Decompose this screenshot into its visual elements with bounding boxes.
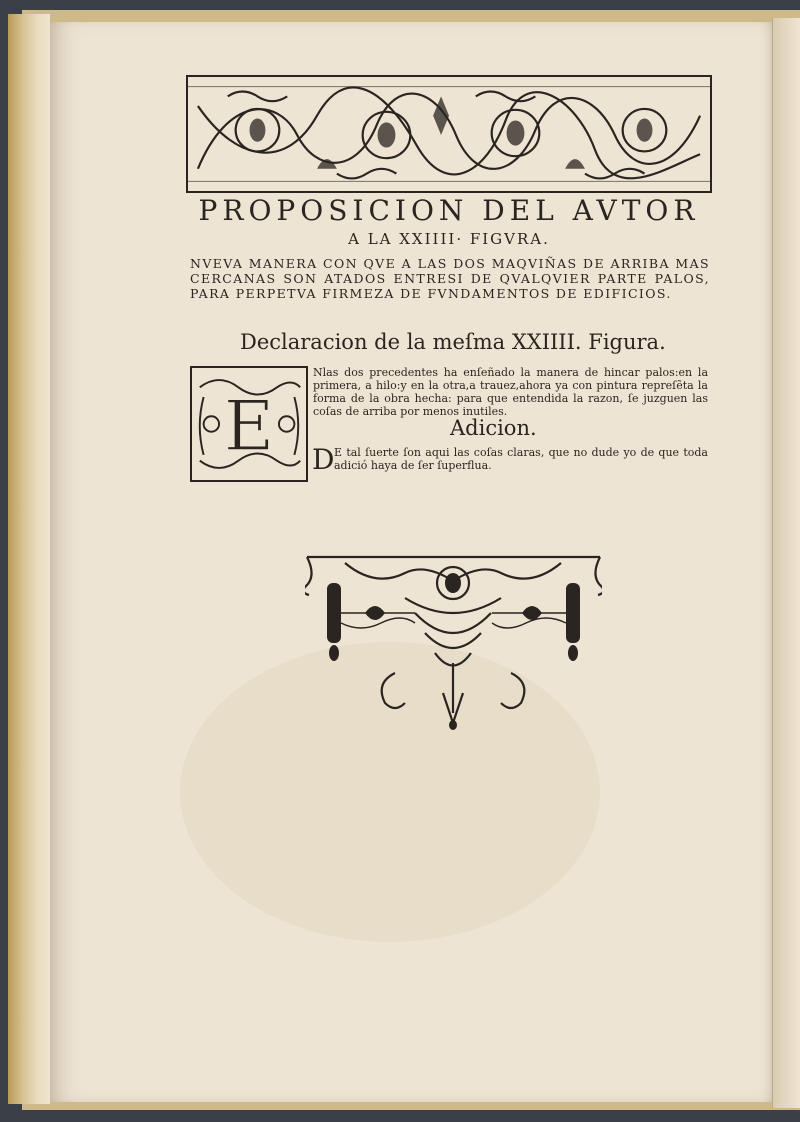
grotesque-mask-icon	[305, 553, 602, 731]
initial-e-icon	[192, 368, 306, 480]
tailpiece-ornament	[305, 553, 602, 731]
adicion-initial: D	[312, 443, 335, 476]
svg-text:E: E	[223, 386, 275, 468]
foliate-scroll-icon	[188, 77, 710, 191]
page-title: PROPOSICION DEL AVTOR	[198, 194, 700, 227]
adicion-text: E tal ſuerte ſon aqui las coſas claras, que no dude yo de que toda adició haya de ſer ſuperflua.	[334, 446, 708, 472]
lead-paragraph: NVEVA MANERA CON QVE A LAS DOS MAQVIÑAS DE ARRIBA MAS CERCANAS SON ATADOS ENTRESI DE QVALQVIER PARTE PALOS, PARA PERPETVA FIRMEZA DE FVNDAMENTOS DE EDIFICIOS.	[190, 256, 710, 301]
adicion-heading: Adicion.	[450, 416, 537, 440]
facing-page-edge	[772, 18, 800, 1108]
declaration-text: Nlas dos precedentes ha enſeñado la manera de hincar palos:en la primera, a hilo:y en la otra,a trauez,ahora ya con pintura repreſẽta la forma de la obra hecha: para que entendida la razon, ſe juzguen las coſas de arriba por menos inutiles.	[313, 366, 708, 418]
declaration-heading: Declaracion de la meſma XXIIII. Figura.	[240, 330, 666, 354]
page-edges	[8, 14, 50, 1104]
figure-subtitle: A LA XXIIII· FIGVRA.	[348, 230, 550, 248]
header-ornament-band	[186, 75, 712, 193]
ornamental-initial	[190, 366, 308, 482]
